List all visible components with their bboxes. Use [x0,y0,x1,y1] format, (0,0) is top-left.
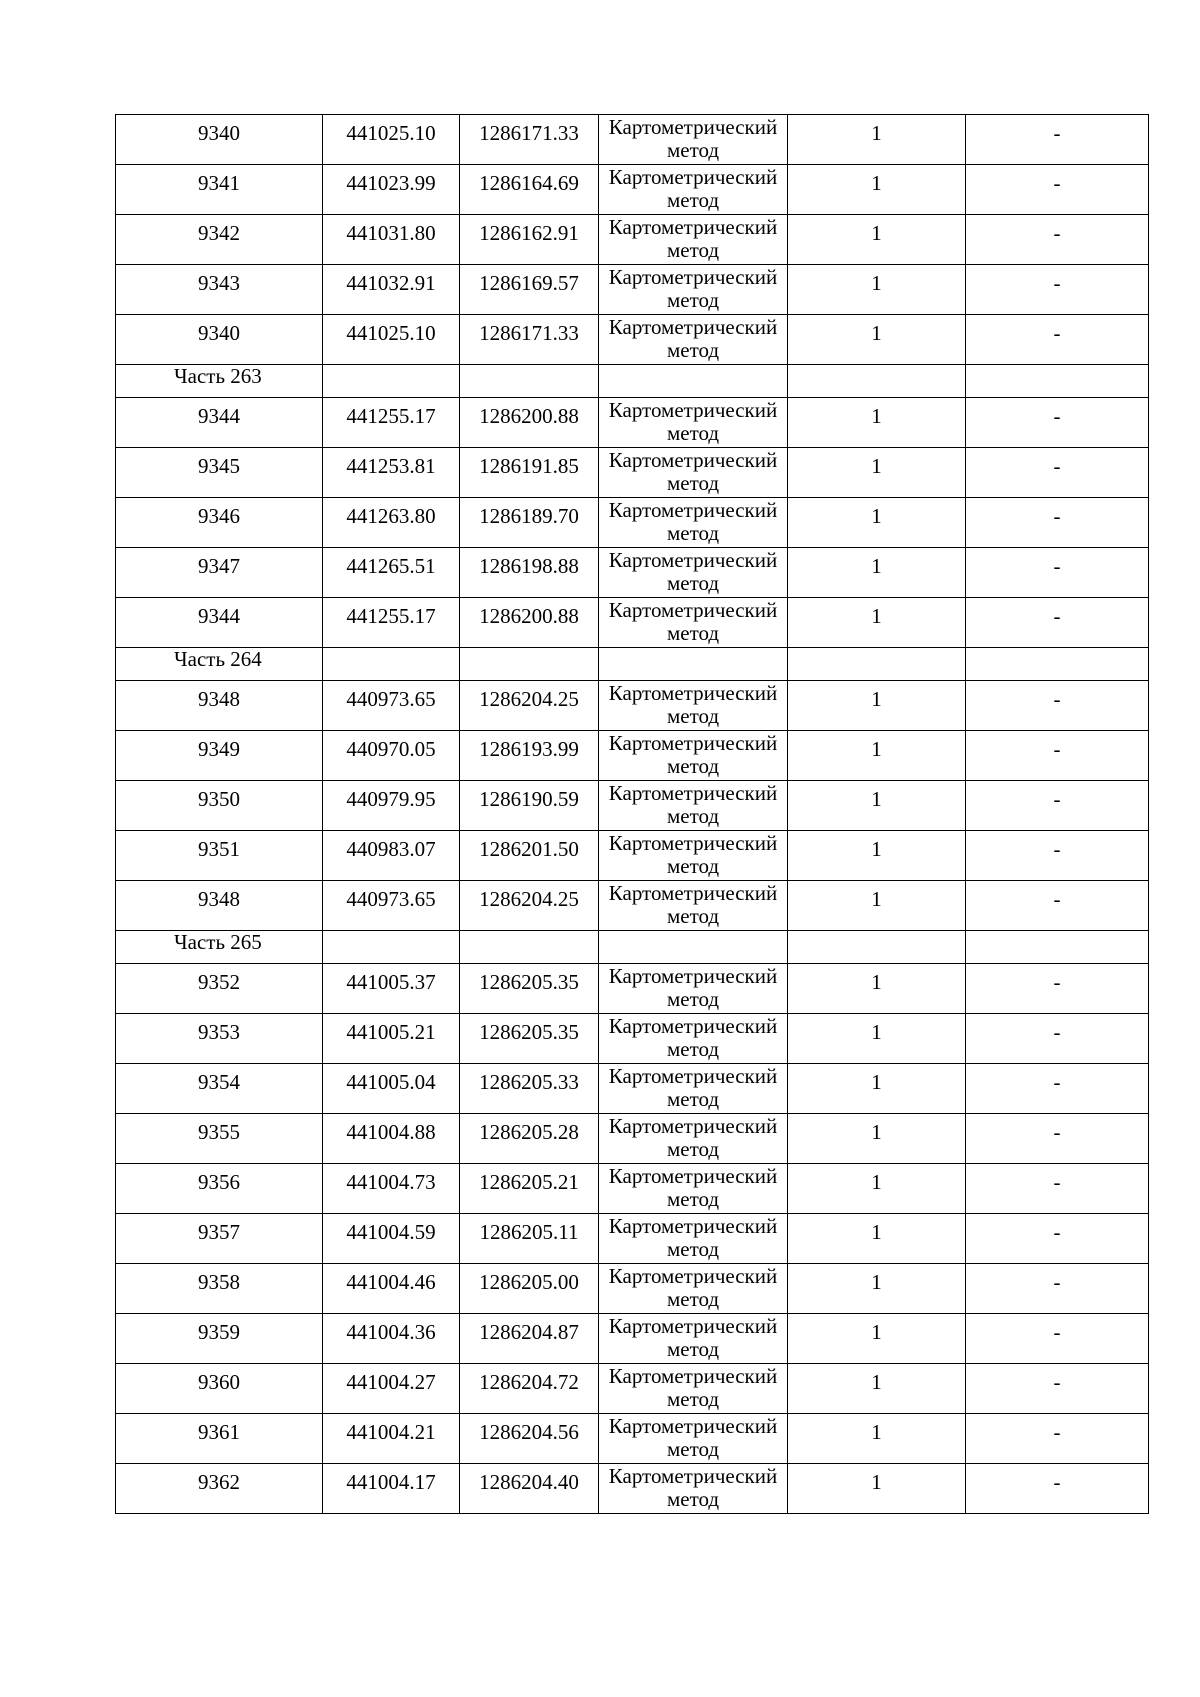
table-row [116,448,1149,498]
accuracy-cell: 1 [788,1364,966,1414]
method-cell: Картометрический метод [599,598,788,648]
point-number-cell: 9354 [116,1064,323,1114]
note-cell: - [966,1314,1149,1364]
accuracy-cell: 1 [788,781,966,831]
accuracy-cell: 1 [788,1164,966,1214]
method-cell: Картометрический метод [599,215,788,265]
table-row [116,1214,1149,1264]
accuracy-cell: 1 [788,1114,966,1164]
method-cell: Картометрический метод [599,1014,788,1064]
method-cell: Картометрический метод [599,831,788,881]
x-coordinate-cell: 441004.17 [323,1464,460,1514]
x-coordinate-cell: 441025.10 [323,315,460,365]
empty-cell [966,365,1149,398]
table-row [116,1314,1149,1364]
method-cell: Картометрический метод [599,1214,788,1264]
point-number-cell: 9340 [116,115,323,165]
note-cell: - [966,448,1149,498]
method-cell: Картометрический метод [599,448,788,498]
method-cell: Картометрический метод [599,1164,788,1214]
table-row [116,1014,1149,1064]
table-row [116,731,1149,781]
coordinates-table-body [116,115,1149,1514]
point-number-cell: 9346 [116,498,323,548]
point-number-cell: 9345 [116,448,323,498]
y-coordinate-cell: 1286205.35 [460,1014,599,1064]
point-number-cell: 9362 [116,1464,323,1514]
y-coordinate-cell: 1286162.91 [460,215,599,265]
empty-cell [599,931,788,964]
table-row [116,1464,1149,1514]
note-cell: - [966,165,1149,215]
empty-cell [788,365,966,398]
note-cell: - [966,398,1149,448]
method-cell: Картометрический метод [599,115,788,165]
y-coordinate-cell: 1286204.87 [460,1314,599,1364]
point-number-cell: 9351 [116,831,323,881]
method-cell: Картометрический метод [599,1464,788,1514]
y-coordinate-cell: 1286205.28 [460,1114,599,1164]
accuracy-cell: 1 [788,315,966,365]
y-coordinate-cell: 1286171.33 [460,115,599,165]
note-cell: - [966,265,1149,315]
point-number-cell: 9343 [116,265,323,315]
point-number-cell: 9355 [116,1114,323,1164]
x-coordinate-cell: 441253.81 [323,448,460,498]
y-coordinate-cell: 1286205.33 [460,1064,599,1114]
table-row [116,1264,1149,1314]
y-coordinate-cell: 1286204.25 [460,881,599,931]
note-cell: - [966,964,1149,1014]
method-cell: Картометрический метод [599,681,788,731]
x-coordinate-cell: 441263.80 [323,498,460,548]
x-coordinate-cell: 440973.65 [323,681,460,731]
accuracy-cell: 1 [788,165,966,215]
point-number-cell: 9360 [116,1364,323,1414]
table-row [116,165,1149,215]
point-number-cell: 9361 [116,1414,323,1464]
empty-cell [599,648,788,681]
y-coordinate-cell: 1286204.25 [460,681,599,731]
part-label: Часть 264 [116,648,323,681]
note-cell: - [966,315,1149,365]
accuracy-cell: 1 [788,398,966,448]
point-number-cell: 9348 [116,681,323,731]
point-number-cell: 9357 [116,1214,323,1264]
point-number-cell: 9344 [116,398,323,448]
method-cell: Картометрический метод [599,1364,788,1414]
y-coordinate-cell: 1286204.56 [460,1414,599,1464]
accuracy-cell: 1 [788,1064,966,1114]
accuracy-cell: 1 [788,548,966,598]
y-coordinate-cell: 1286205.11 [460,1214,599,1264]
x-coordinate-cell: 441004.36 [323,1314,460,1364]
y-coordinate-cell: 1286198.88 [460,548,599,598]
point-number-cell: 9359 [116,1314,323,1364]
method-cell: Картометрический метод [599,1314,788,1364]
method-cell: Картометрический метод [599,964,788,1014]
empty-cell [460,648,599,681]
x-coordinate-cell: 441004.59 [323,1214,460,1264]
table-row [116,265,1149,315]
x-coordinate-cell: 441255.17 [323,598,460,648]
table-row [116,315,1149,365]
empty-cell [966,931,1149,964]
accuracy-cell: 1 [788,115,966,165]
y-coordinate-cell: 1286164.69 [460,165,599,215]
method-cell: Картометрический метод [599,1114,788,1164]
note-cell: - [966,1364,1149,1414]
method-cell: Картометрический метод [599,548,788,598]
point-number-cell: 9353 [116,1014,323,1064]
method-cell: Картометрический метод [599,265,788,315]
x-coordinate-cell: 441004.46 [323,1264,460,1314]
method-cell: Картометрический метод [599,498,788,548]
part-header-row [116,648,1149,681]
note-cell: - [966,215,1149,265]
point-number-cell: 9341 [116,165,323,215]
y-coordinate-cell: 1286205.21 [460,1164,599,1214]
note-cell: - [966,1214,1149,1264]
method-cell: Картометрический метод [599,1264,788,1314]
accuracy-cell: 1 [788,598,966,648]
empty-cell [599,365,788,398]
x-coordinate-cell: 441023.99 [323,165,460,215]
table-row [116,1064,1149,1114]
empty-cell [788,648,966,681]
y-coordinate-cell: 1286205.35 [460,964,599,1014]
y-coordinate-cell: 1286200.88 [460,598,599,648]
y-coordinate-cell: 1286205.00 [460,1264,599,1314]
y-coordinate-cell: 1286200.88 [460,398,599,448]
point-number-cell: 9352 [116,964,323,1014]
note-cell: - [966,1464,1149,1514]
empty-cell [323,365,460,398]
x-coordinate-cell: 441004.73 [323,1164,460,1214]
accuracy-cell: 1 [788,1314,966,1364]
accuracy-cell: 1 [788,1014,966,1064]
accuracy-cell: 1 [788,1264,966,1314]
x-coordinate-cell: 440973.65 [323,881,460,931]
x-coordinate-cell: 440983.07 [323,831,460,881]
x-coordinate-cell: 441255.17 [323,398,460,448]
y-coordinate-cell: 1286189.70 [460,498,599,548]
method-cell: Картометрический метод [599,881,788,931]
x-coordinate-cell: 441005.37 [323,964,460,1014]
method-cell: Картометрический метод [599,731,788,781]
note-cell: - [966,1064,1149,1114]
y-coordinate-cell: 1286169.57 [460,265,599,315]
table-row [116,215,1149,265]
x-coordinate-cell: 441004.27 [323,1364,460,1414]
accuracy-cell: 1 [788,831,966,881]
x-coordinate-cell: 441005.21 [323,1014,460,1064]
x-coordinate-cell: 441031.80 [323,215,460,265]
accuracy-cell: 1 [788,1414,966,1464]
note-cell: - [966,1414,1149,1464]
note-cell: - [966,781,1149,831]
accuracy-cell: 1 [788,215,966,265]
table-row [116,781,1149,831]
point-number-cell: 9344 [116,598,323,648]
part-label: Часть 263 [116,365,323,398]
part-header-row [116,931,1149,964]
note-cell: - [966,548,1149,598]
table-row [116,115,1149,165]
point-number-cell: 9340 [116,315,323,365]
empty-cell [323,648,460,681]
point-number-cell: 9350 [116,781,323,831]
point-number-cell: 9356 [116,1164,323,1214]
x-coordinate-cell: 441265.51 [323,548,460,598]
table-row [116,964,1149,1014]
y-coordinate-cell: 1286171.33 [460,315,599,365]
note-cell: - [966,115,1149,165]
table-row [116,1364,1149,1414]
table-row [116,598,1149,648]
note-cell: - [966,498,1149,548]
table-row [116,1114,1149,1164]
table-row [116,398,1149,448]
empty-cell [460,931,599,964]
point-number-cell: 9347 [116,548,323,598]
note-cell: - [966,598,1149,648]
method-cell: Картометрический метод [599,315,788,365]
accuracy-cell: 1 [788,731,966,781]
accuracy-cell: 1 [788,964,966,1014]
x-coordinate-cell: 441025.10 [323,115,460,165]
y-coordinate-cell: 1286204.40 [460,1464,599,1514]
note-cell: - [966,731,1149,781]
table-row [116,498,1149,548]
x-coordinate-cell: 440979.95 [323,781,460,831]
part-header-row [116,365,1149,398]
accuracy-cell: 1 [788,1464,966,1514]
x-coordinate-cell: 441005.04 [323,1064,460,1114]
x-coordinate-cell: 440970.05 [323,731,460,781]
note-cell: - [966,1164,1149,1214]
y-coordinate-cell: 1286190.59 [460,781,599,831]
coordinates-table [115,114,1149,1514]
accuracy-cell: 1 [788,881,966,931]
point-number-cell: 9348 [116,881,323,931]
accuracy-cell: 1 [788,265,966,315]
note-cell: - [966,681,1149,731]
part-label: Часть 265 [116,931,323,964]
empty-cell [788,931,966,964]
table-row [116,1414,1149,1464]
method-cell: Картометрический метод [599,1064,788,1114]
y-coordinate-cell: 1286193.99 [460,731,599,781]
table-row [116,831,1149,881]
table-row [116,548,1149,598]
x-coordinate-cell: 441004.21 [323,1414,460,1464]
accuracy-cell: 1 [788,448,966,498]
method-cell: Картометрический метод [599,165,788,215]
point-number-cell: 9349 [116,731,323,781]
accuracy-cell: 1 [788,1214,966,1264]
empty-cell [966,648,1149,681]
x-coordinate-cell: 441004.88 [323,1114,460,1164]
empty-cell [323,931,460,964]
note-cell: - [966,1264,1149,1314]
table-row [116,681,1149,731]
point-number-cell: 9358 [116,1264,323,1314]
y-coordinate-cell: 1286201.50 [460,831,599,881]
y-coordinate-cell: 1286204.72 [460,1364,599,1414]
point-number-cell: 9342 [116,215,323,265]
method-cell: Картометрический метод [599,781,788,831]
table-row [116,881,1149,931]
table-row [116,1164,1149,1214]
note-cell: - [966,831,1149,881]
note-cell: - [966,881,1149,931]
empty-cell [460,365,599,398]
note-cell: - [966,1114,1149,1164]
accuracy-cell: 1 [788,681,966,731]
method-cell: Картометрический метод [599,1414,788,1464]
method-cell: Картометрический метод [599,398,788,448]
note-cell: - [966,1014,1149,1064]
y-coordinate-cell: 1286191.85 [460,448,599,498]
x-coordinate-cell: 441032.91 [323,265,460,315]
accuracy-cell: 1 [788,498,966,548]
